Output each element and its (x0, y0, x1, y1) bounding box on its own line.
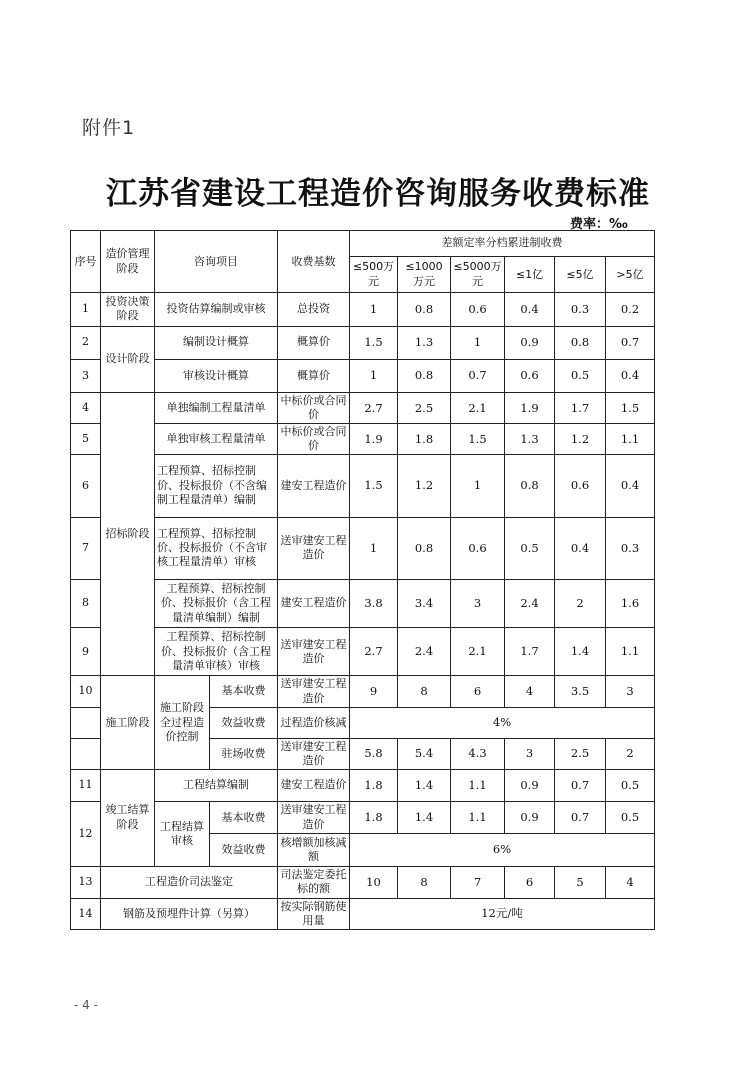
rate-cell: 1.3 (505, 424, 555, 455)
rate-cell: 1.5 (606, 392, 655, 423)
row-number: 5 (71, 424, 101, 455)
row-number (71, 738, 101, 769)
rate-cell: 0.7 (555, 769, 606, 801)
rate-cell: 2.7 (350, 628, 398, 676)
table-row (71, 359, 655, 392)
header-tier: ≤5亿 (555, 257, 606, 293)
sub-item-cell: 驻场收费 (210, 738, 278, 769)
base-cell: 送审建安工程造价 (278, 802, 350, 834)
rate-cell: 0.6 (505, 359, 555, 392)
row-number: 10 (71, 676, 101, 707)
sub-item-cell: 效益收费 (210, 834, 278, 866)
header-tier: ≤1000万元 (398, 257, 451, 293)
header-tier: >5亿 (606, 257, 655, 293)
rate-cell: 1.8 (350, 802, 398, 834)
rate-cell: 8 (398, 676, 451, 707)
rate-merged-cell: 6% (350, 834, 655, 866)
rate-cell: 0.5 (505, 517, 555, 579)
base-cell: 过程造价核减 (278, 707, 350, 738)
rate-cell: 1 (451, 455, 505, 517)
rate-cell: 1.2 (555, 424, 606, 455)
base-cell: 概算价 (278, 326, 350, 359)
rate-cell: 2 (606, 738, 655, 769)
row-number: 6 (71, 455, 101, 517)
table-row (71, 802, 655, 834)
row-number (71, 707, 101, 738)
rate-cell: 1.8 (350, 769, 398, 801)
item-cell: 单独编制工程量清单 (155, 392, 278, 423)
table-row (71, 455, 655, 517)
row-number: 11 (71, 769, 101, 801)
rate-cell: 1.5 (451, 424, 505, 455)
row-number: 8 (71, 579, 101, 627)
item-cell: 钢筋及预埋件计算（另算） (101, 898, 278, 929)
rate-cell: 0.5 (606, 802, 655, 834)
rate-unit-note: 费率：‰ (570, 217, 628, 232)
rate-cell: 3.4 (398, 579, 451, 627)
base-cell: 总投资 (278, 293, 350, 326)
stage-invest: 投资决策阶段 (101, 293, 155, 326)
rate-cell: 1.7 (555, 392, 606, 423)
rate-cell: 1 (350, 359, 398, 392)
rate-cell: 1.2 (398, 455, 451, 517)
base-cell: 建安工程造价 (278, 579, 350, 627)
header-tier: ≤500万元 (350, 257, 398, 293)
table-row (71, 769, 655, 801)
base-cell: 司法鉴定委托标的额 (278, 866, 350, 898)
table-row (71, 392, 655, 423)
rate-cell: 0.3 (606, 517, 655, 579)
base-cell: 送审建安工程造价 (278, 738, 350, 769)
rate-cell: 0.8 (398, 359, 451, 392)
row-number: 9 (71, 628, 101, 676)
row-number: 2 (71, 326, 101, 359)
rate-cell: 2.7 (350, 392, 398, 423)
rate-cell: 1.5 (350, 326, 398, 359)
header-item: 咨询项目 (155, 231, 278, 293)
rate-cell: 1.6 (606, 579, 655, 627)
table-row (71, 293, 655, 326)
base-cell: 建安工程造价 (278, 769, 350, 801)
base-cell: 送审建安工程造价 (278, 517, 350, 579)
rate-cell: 3 (451, 579, 505, 627)
rate-cell: 1.4 (555, 628, 606, 676)
rate-cell: 3 (606, 676, 655, 707)
stage-design: 设计阶段 (101, 326, 155, 392)
header-base: 收费基数 (278, 231, 350, 293)
rate-cell: 2.1 (451, 392, 505, 423)
fee-standard-table (70, 230, 655, 930)
base-cell: 概算价 (278, 359, 350, 392)
rate-cell: 4 (606, 866, 655, 898)
table-row (71, 326, 655, 359)
row-number: 12 (71, 802, 101, 866)
rate-cell: 0.8 (555, 326, 606, 359)
rate-cell: 0.8 (505, 455, 555, 517)
rate-cell: 1.1 (451, 769, 505, 801)
row-number: 13 (71, 866, 101, 898)
rate-cell: 0.7 (555, 802, 606, 834)
rate-cell: 3.5 (555, 676, 606, 707)
rate-cell: 1 (451, 326, 505, 359)
item-cell: 工程预算、招标控制价、投标报价（含工程量清单审核）审核 (155, 628, 278, 676)
header-tier: ≤1亿 (505, 257, 555, 293)
row-number: 3 (71, 359, 101, 392)
rate-cell: 0.7 (606, 326, 655, 359)
rate-cell: 0.9 (505, 802, 555, 834)
rate-cell: 0.4 (505, 293, 555, 326)
item-cell: 工程造价司法鉴定 (101, 866, 278, 898)
rate-cell: 0.5 (606, 769, 655, 801)
base-cell: 送审建安工程造价 (278, 628, 350, 676)
rate-cell: 0.6 (451, 517, 505, 579)
header-tier: ≤5000万元 (451, 257, 505, 293)
row-number: 4 (71, 392, 101, 423)
page-number: - 4 - (74, 998, 98, 1012)
rate-cell: 0.6 (555, 455, 606, 517)
rate-cell: 2.5 (555, 738, 606, 769)
base-cell: 中标价或合同价 (278, 392, 350, 423)
item-cell: 投资估算编制或审核 (155, 293, 278, 326)
rate-cell: 2.5 (398, 392, 451, 423)
header-stage: 造价管理阶段 (101, 231, 155, 293)
rate-cell: 6 (451, 676, 505, 707)
rate-cell: 5 (555, 866, 606, 898)
rate-cell: 2.1 (451, 628, 505, 676)
rate-cell: 3.8 (350, 579, 398, 627)
rate-cell: 0.9 (505, 769, 555, 801)
rate-cell: 0.8 (398, 293, 451, 326)
sub-item-cell: 效益收费 (210, 707, 278, 738)
attachment-label: 附件1 (82, 117, 136, 139)
rate-cell: 2 (555, 579, 606, 627)
rate-merged-cell: 4% (350, 707, 655, 738)
rate-cell: 0.7 (451, 359, 505, 392)
rate-cell: 1.1 (606, 628, 655, 676)
rate-merged-cell: 12元/吨 (350, 898, 655, 929)
base-cell: 按实际钢筋使用量 (278, 898, 350, 929)
rate-cell: 0.4 (555, 517, 606, 579)
rate-cell: 9 (350, 676, 398, 707)
rate-cell: 1.9 (350, 424, 398, 455)
rate-cell: 5.4 (398, 738, 451, 769)
rate-cell: 1.4 (398, 769, 451, 801)
item-cell: 工程预算、招标控制价、投标报价（不含审核工程量清单）审核 (155, 517, 278, 579)
rate-cell: 4.3 (451, 738, 505, 769)
rate-cell: 0.8 (398, 517, 451, 579)
rate-cell: 0.2 (606, 293, 655, 326)
rate-cell: 1.8 (398, 424, 451, 455)
stage-construct: 施工阶段 (101, 676, 155, 770)
rate-cell: 1 (350, 293, 398, 326)
rate-cell: 1.7 (505, 628, 555, 676)
rate-cell: 1.9 (505, 392, 555, 423)
rate-cell: 5.8 (350, 738, 398, 769)
rate-cell: 4 (505, 676, 555, 707)
header-seq: 序号 (71, 231, 101, 293)
table-row (71, 579, 655, 627)
table-row (71, 866, 655, 898)
rate-cell: 0.4 (606, 359, 655, 392)
header-tier-group: 差额定率分档累进制收费 (350, 231, 655, 257)
rate-cell: 0.9 (505, 326, 555, 359)
table-row (71, 898, 655, 929)
table-row (71, 517, 655, 579)
rate-cell: 1.5 (350, 455, 398, 517)
item-group-cell: 工程结算审核 (155, 802, 210, 866)
base-cell: 送审建安工程造价 (278, 676, 350, 707)
table-header-row (71, 231, 655, 257)
rate-cell: 6 (505, 866, 555, 898)
rate-cell: 3 (505, 738, 555, 769)
row-number: 14 (71, 898, 101, 929)
rate-cell: 0.4 (606, 455, 655, 517)
rate-cell: 10 (350, 866, 398, 898)
table-row (71, 676, 655, 707)
table-row (71, 628, 655, 676)
row-number: 7 (71, 517, 101, 579)
item-cell: 编制设计概算 (155, 326, 278, 359)
rate-cell: 1.4 (398, 802, 451, 834)
sub-item-cell: 基本收费 (210, 676, 278, 707)
stage-tender: 招标阶段 (101, 392, 155, 676)
rate-cell: 1.1 (606, 424, 655, 455)
rate-cell: 7 (451, 866, 505, 898)
row-number: 1 (71, 293, 101, 326)
document-title: 江苏省建设工程造价咨询服务收费标准 (106, 176, 650, 212)
rate-cell: 1.3 (398, 326, 451, 359)
base-cell: 建安工程造价 (278, 455, 350, 517)
rate-cell: 1.1 (451, 802, 505, 834)
rate-cell: 2.4 (398, 628, 451, 676)
rate-cell: 0.5 (555, 359, 606, 392)
rate-cell: 1 (350, 517, 398, 579)
rate-cell: 8 (398, 866, 451, 898)
stage-complete: 竣工结算阶段 (101, 769, 155, 866)
base-cell: 中标价或合同价 (278, 424, 350, 455)
rate-cell: 2.4 (505, 579, 555, 627)
item-cell: 工程结算编制 (155, 769, 278, 801)
item-cell: 工程预算、招标控制价、投标报价（含工程量清单编制）编制 (155, 579, 278, 627)
item-cell: 审核设计概算 (155, 359, 278, 392)
table-row (71, 424, 655, 455)
item-group-cell: 施工阶段全过程造价控制 (155, 676, 210, 770)
rate-cell: 0.6 (451, 293, 505, 326)
item-cell: 单独审核工程量清单 (155, 424, 278, 455)
rate-cell: 0.3 (555, 293, 606, 326)
sub-item-cell: 基本收费 (210, 802, 278, 834)
base-cell: 核增额加核减额 (278, 834, 350, 866)
item-cell: 工程预算、招标控制价、投标报价（不含编制工程量清单）编制 (155, 455, 278, 517)
